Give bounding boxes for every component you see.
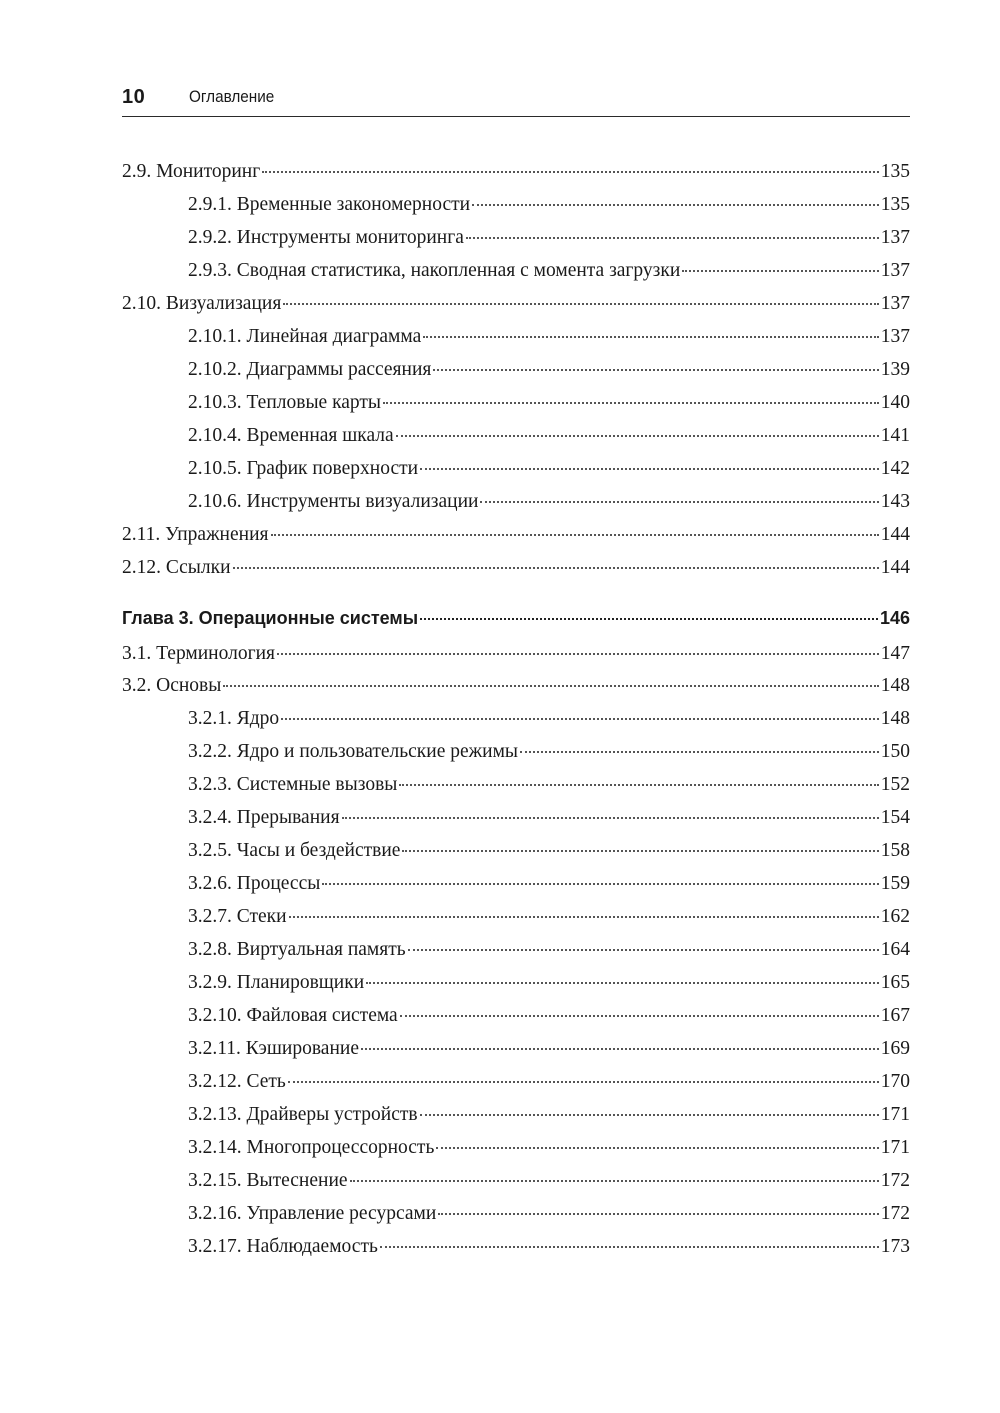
toc-entry-title: 2.12. Ссылки bbox=[122, 557, 231, 578]
toc-entry-page: 158 bbox=[880, 840, 910, 861]
dot-leader bbox=[277, 653, 879, 655]
toc-entry-page: 172 bbox=[880, 1170, 910, 1191]
toc-entry-page: 137 bbox=[880, 260, 910, 281]
toc-entry bbox=[188, 422, 910, 450]
toc-entry-title: 3.2.13. Драйверы устройств bbox=[188, 1104, 418, 1125]
toc-entry-page: 172 bbox=[880, 1203, 910, 1224]
toc-entry-page: 137 bbox=[880, 227, 910, 248]
toc-entry-title: 3.2. Основы bbox=[122, 675, 222, 696]
toc-entry bbox=[188, 837, 910, 865]
dot-leader bbox=[433, 369, 878, 371]
dot-leader bbox=[466, 237, 879, 239]
toc-entry-title: 2.9.1. Временные закономерности bbox=[188, 194, 471, 215]
toc-entry-title: 3.2.1. Ядро bbox=[188, 708, 280, 729]
dot-leader bbox=[361, 1048, 879, 1050]
toc-entry bbox=[188, 1101, 910, 1129]
toc-entry-page: 135 bbox=[880, 161, 910, 182]
dot-leader bbox=[420, 618, 878, 620]
dot-leader bbox=[366, 982, 879, 984]
toc-entry bbox=[122, 672, 910, 700]
toc-entry-title: 3.2.12. Сеть bbox=[188, 1071, 286, 1092]
toc-entry bbox=[188, 224, 910, 252]
toc-entry-page: 141 bbox=[880, 425, 910, 446]
toc-entry-page: 148 bbox=[880, 675, 910, 696]
toc-entry bbox=[188, 1035, 910, 1063]
toc-entry-page: 159 bbox=[880, 873, 910, 894]
toc-entry-title: 2.10.5. График поверхности bbox=[188, 458, 419, 479]
dot-leader bbox=[396, 435, 879, 437]
toc-entry-page: 140 bbox=[880, 392, 910, 413]
toc-entry-title: 3.2.3. Системные вызовы bbox=[188, 774, 398, 795]
dot-leader bbox=[322, 883, 878, 885]
toc-entry-title: Глава 3. Операционные системы bbox=[122, 608, 419, 628]
dot-leader bbox=[342, 817, 879, 819]
toc-entry-title: 3.2.15. Вытеснение bbox=[188, 1170, 348, 1191]
toc-entry-title: 2.9.3. Сводная статистика, накопленная с момента загрузки bbox=[188, 260, 681, 281]
toc-entry bbox=[188, 323, 910, 351]
toc-entry-page: 164 bbox=[880, 939, 910, 960]
dot-leader bbox=[438, 1213, 878, 1215]
toc-entry-title: 3.1. Терминология bbox=[122, 643, 275, 664]
toc-entry-page: 144 bbox=[880, 557, 910, 578]
toc-entry-page: 142 bbox=[880, 458, 910, 479]
running-title: Оглавление bbox=[189, 87, 275, 106]
dot-leader bbox=[262, 171, 879, 173]
toc-entry-page: 171 bbox=[880, 1137, 910, 1158]
toc-entry bbox=[188, 771, 910, 799]
toc-entry-title: 3.2.6. Процессы bbox=[188, 873, 321, 894]
toc-entry bbox=[122, 158, 910, 186]
toc-entry bbox=[188, 1134, 910, 1162]
dot-leader bbox=[281, 718, 879, 720]
dot-leader bbox=[288, 1081, 879, 1083]
toc-entry bbox=[188, 705, 910, 733]
toc-entry-page: 148 bbox=[880, 708, 910, 729]
dot-leader bbox=[480, 501, 878, 503]
dot-leader bbox=[399, 784, 878, 786]
toc-chapter-entry bbox=[122, 604, 910, 632]
dot-leader bbox=[420, 468, 879, 470]
toc-entry-page: 137 bbox=[880, 293, 910, 314]
toc-entry bbox=[188, 1233, 910, 1261]
toc-entry-page: 144 bbox=[880, 524, 910, 545]
toc-entry-page: 139 bbox=[880, 359, 910, 380]
toc-entry bbox=[188, 191, 910, 219]
toc-entry-title: 3.2.5. Часы и бездействие bbox=[188, 840, 401, 861]
dot-leader bbox=[233, 567, 879, 569]
toc-entry-title: 3.2.7. Стеки bbox=[188, 906, 287, 927]
toc-entry bbox=[188, 969, 910, 997]
toc-entry bbox=[122, 640, 910, 668]
toc-entry-title: 3.2.8. Виртуальная память bbox=[188, 939, 406, 960]
dot-leader bbox=[271, 534, 879, 536]
toc-entry bbox=[122, 521, 910, 549]
toc-entry bbox=[188, 1068, 910, 1096]
toc-entry-page: 173 bbox=[880, 1236, 910, 1257]
page-number: 10 bbox=[122, 86, 146, 108]
toc-entry-title: 2.10.2. Диаграммы рассеяния bbox=[188, 359, 432, 380]
toc-entry-page: 143 bbox=[880, 491, 910, 512]
toc-entry-title: 3.2.11. Кэширование bbox=[188, 1038, 359, 1059]
toc-entry-title: 2.9.2. Инструменты мониторинга bbox=[188, 227, 464, 248]
toc-entry-page: 152 bbox=[880, 774, 910, 795]
toc-entry bbox=[188, 257, 910, 285]
dot-leader bbox=[289, 916, 879, 918]
dot-leader bbox=[520, 751, 879, 753]
toc-entry-page: 150 bbox=[880, 741, 910, 762]
toc-entry-title: 2.10. Визуализация bbox=[122, 293, 282, 314]
toc-entry-page: 146 bbox=[879, 608, 910, 628]
toc-entry-page: 135 bbox=[880, 194, 910, 215]
toc-entry-title: 2.9. Мониторинг bbox=[122, 161, 261, 182]
toc-entry-title: 2.10.1. Линейная диаграмма bbox=[188, 326, 422, 347]
toc-entry-title: 2.10.3. Тепловые карты bbox=[188, 392, 382, 413]
toc-entry-title: 3.2.2. Ядро и пользовательские режимы bbox=[188, 741, 519, 762]
dot-leader bbox=[223, 685, 878, 687]
toc-entry bbox=[188, 455, 910, 483]
dot-leader bbox=[383, 402, 879, 404]
toc-entry-title: 3.2.17. Наблюдаемость bbox=[188, 1236, 378, 1257]
toc-entry-page: 154 bbox=[880, 807, 910, 828]
toc-entry bbox=[188, 488, 910, 516]
toc-entry bbox=[188, 1200, 910, 1228]
toc-entry-title: 2.10.6. Инструменты визуализации bbox=[188, 491, 479, 512]
toc-entry bbox=[188, 1167, 910, 1195]
toc-entry bbox=[122, 290, 910, 318]
dot-leader bbox=[436, 1147, 878, 1149]
toc-entry-page: 171 bbox=[880, 1104, 910, 1125]
toc-entry bbox=[188, 1002, 910, 1030]
dot-leader bbox=[682, 270, 878, 272]
dot-leader bbox=[472, 204, 879, 206]
dot-leader bbox=[400, 1015, 879, 1017]
toc-entry-title: 3.2.9. Планировщики bbox=[188, 972, 365, 993]
toc-entry bbox=[188, 356, 910, 384]
toc-entry bbox=[122, 554, 910, 582]
dot-leader bbox=[283, 303, 878, 305]
dot-leader bbox=[350, 1180, 879, 1182]
toc-entry-title: 2.11. Упражнения bbox=[122, 524, 269, 545]
toc-entry-page: 170 bbox=[880, 1071, 910, 1092]
toc-entry-title: 2.10.4. Временная шкала bbox=[188, 425, 394, 446]
toc-entry-title: 3.2.4. Прерывания bbox=[188, 807, 340, 828]
toc-entry-page: 147 bbox=[880, 643, 910, 664]
dot-leader bbox=[408, 949, 879, 951]
toc-entry bbox=[188, 936, 910, 964]
dot-leader bbox=[423, 336, 879, 338]
toc-entry bbox=[188, 870, 910, 898]
dot-leader bbox=[420, 1114, 879, 1116]
toc-entry-page: 169 bbox=[880, 1038, 910, 1059]
toc-entry-page: 137 bbox=[880, 326, 910, 347]
dot-leader bbox=[402, 850, 878, 852]
page-header bbox=[122, 82, 910, 117]
toc-entry bbox=[188, 903, 910, 931]
toc-entry bbox=[188, 738, 910, 766]
toc-entry-page: 167 bbox=[880, 1005, 910, 1026]
toc-entry-page: 165 bbox=[880, 972, 910, 993]
toc-entry bbox=[188, 804, 910, 832]
toc-entry-title: 3.2.14. Многопроцессорность bbox=[188, 1137, 435, 1158]
toc-entry-page: 162 bbox=[880, 906, 910, 927]
dot-leader bbox=[380, 1246, 879, 1248]
toc-entry bbox=[188, 389, 910, 417]
toc-entry-title: 3.2.16. Управление ресурсами bbox=[188, 1203, 437, 1224]
toc-entry-title: 3.2.10. Файловая система bbox=[188, 1005, 398, 1026]
